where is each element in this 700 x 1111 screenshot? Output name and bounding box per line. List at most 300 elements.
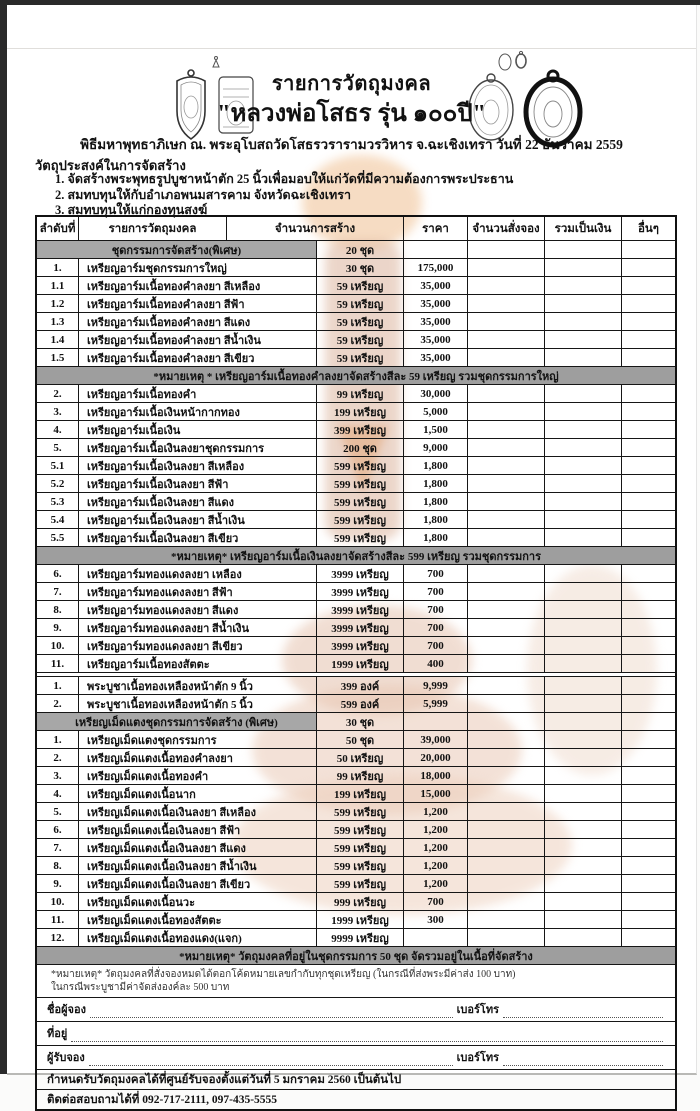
- table-row: [37, 677, 675, 695]
- table-row: [37, 259, 675, 277]
- table-section-row: [37, 713, 675, 731]
- total-amount-blank: [545, 767, 622, 784]
- item-name: เหรียญอาร์มชุดกรรมการใหญ่: [79, 259, 317, 276]
- total-amount-blank: [545, 857, 622, 874]
- row-number: 6.: [37, 565, 79, 582]
- row-number: 1.1: [37, 277, 79, 294]
- other-blank: [622, 511, 675, 528]
- price: 1,800: [404, 511, 468, 528]
- table-row: [37, 331, 675, 349]
- total-amount-blank: [545, 349, 622, 366]
- price: 1,800: [404, 457, 468, 474]
- price: 5,999: [404, 695, 468, 712]
- fine-print-line-2: ในกรณีพระบูชามีค่าจัดส่งองค์ละ 500 บาท: [51, 982, 230, 993]
- row-number: 5.5: [37, 529, 79, 546]
- item-name: เหรียญอาร์มทองแดงลงยา สีเขียว: [79, 637, 317, 654]
- header-other: อื่นๆ: [638, 222, 659, 235]
- total-amount-blank: [545, 493, 622, 510]
- other-blank: [622, 439, 675, 456]
- total-amount-blank: [545, 839, 622, 856]
- price: 700: [404, 583, 468, 600]
- item-name: เหรียญเม็ดแตงเนื้อทองคำ: [79, 767, 317, 784]
- row-number: 2.: [37, 749, 79, 766]
- table-row: [37, 403, 675, 421]
- fine-print-line-1: *หมายเหตุ* วัตถุมงคลที่สั่งจองหมดได้ตอกโค้ดหมายเลขกำกับทุกชุดเหรียญ (ในกรณีที่ส่งพระมีค่าส่ง 100 บาท): [51, 969, 516, 980]
- row-number: 1.: [37, 677, 79, 694]
- quantity-made: 3999 เหรียญ: [317, 619, 404, 636]
- price: 1,200: [404, 839, 468, 856]
- receiver-fill-line[interactable]: [89, 1053, 453, 1066]
- price: 1,200: [404, 821, 468, 838]
- item-name: เหรียญอาร์มเนื้อเงินลงยา สีแดง: [79, 493, 317, 510]
- price: 15,000: [404, 785, 468, 802]
- order-quantity-blank: [468, 695, 545, 712]
- quantity-made: 599 เหรียญ: [317, 475, 404, 492]
- receiver-row: [37, 1046, 675, 1070]
- other-blank: [622, 421, 675, 438]
- table-row: [37, 295, 675, 313]
- total-amount-blank: [545, 911, 622, 928]
- crown-icon: [213, 57, 219, 68]
- item-name: เหรียญอาร์มทองแดงลงยา สีฟ้า: [79, 583, 317, 600]
- order-quantity-blank: [468, 821, 545, 838]
- item-name: เหรียญเม็ดแตงเนื้อเงินลงยา สีฟ้า: [79, 821, 317, 838]
- header-quantity-made: จำนวนการสร้าง: [227, 217, 404, 240]
- row-number: 3.: [37, 403, 79, 420]
- order-quantity-blank: [468, 457, 545, 474]
- item-name: เหรียญเม็ดแตงเนื้อนาก: [79, 785, 317, 802]
- table-row: [37, 637, 675, 655]
- other-blank: [622, 839, 675, 856]
- total-amount-blank: [545, 277, 622, 294]
- total-amount-blank: [545, 331, 622, 348]
- table-row: [37, 619, 675, 637]
- row-number: 5.2: [37, 475, 79, 492]
- table-row: [37, 767, 675, 785]
- item-name: เหรียญเม็ดแตงชุดกรรมการ: [79, 731, 317, 748]
- item-name: เหรียญเม็ดแตงเนื้อทองสัตตะ: [79, 911, 317, 928]
- other-blank: [622, 529, 675, 546]
- total-amount-blank: [545, 565, 622, 582]
- other-blank: [622, 493, 675, 510]
- total-amount-blank: [545, 259, 622, 276]
- quantity-made: 59 เหรียญ: [317, 331, 404, 348]
- orderer-phone-label: เบอร์โทร: [456, 1004, 499, 1016]
- order-quantity-blank: [468, 619, 545, 636]
- item-name: เหรียญอาร์มเนื้อทองคำลงยา สีน้ำเงิน: [79, 331, 317, 348]
- item-name: เหรียญอาร์มเนื้อทองคำลงยา สีฟ้า: [79, 295, 317, 312]
- other-blank: [622, 767, 675, 784]
- quantity-made: 599 เหรียญ: [317, 529, 404, 546]
- quantity-made: 20 ชุด: [317, 241, 404, 258]
- pickup-line: กำหนดรับวัตถุมงคลได้ที่ศูนย์รับจองตั้งแต่วันที่ 5 มกราคม 2560 เป็นต้นไป: [37, 1070, 675, 1090]
- quantity-made: 999 เหรียญ: [317, 893, 404, 910]
- order-quantity-blank: [468, 893, 545, 910]
- table-row: [37, 911, 675, 929]
- table-row: [37, 493, 675, 511]
- order-quantity-blank: [468, 529, 545, 546]
- row-number: 8.: [37, 601, 79, 618]
- order-quantity-blank: [468, 385, 545, 402]
- purpose-item: 3. สมทบทุนให้แก่กองทุนสงฆ์: [55, 203, 208, 217]
- order-quantity-blank: [468, 911, 545, 928]
- price: 1,500: [404, 421, 468, 438]
- price: [404, 713, 468, 730]
- address-fill-line[interactable]: [71, 1029, 663, 1042]
- order-quantity-blank: [468, 929, 545, 946]
- table-row: [37, 731, 675, 749]
- row-number: 2.: [37, 695, 79, 712]
- order-quantity-blank: [468, 749, 545, 766]
- other-blank: [622, 893, 675, 910]
- total-amount-blank: [545, 803, 622, 820]
- table-row: [37, 457, 675, 475]
- total-amount-blank: [545, 601, 622, 618]
- price: 175,000: [404, 259, 468, 276]
- item-name: เหรียญอาร์มทองแดงลงยา สีน้ำเงิน: [79, 619, 317, 636]
- other-blank: [622, 475, 675, 492]
- table-row: [37, 857, 675, 875]
- quantity-made: 599 เหรียญ: [317, 821, 404, 838]
- table-row: [37, 803, 675, 821]
- item-name: เหรียญอาร์มเนื้อเงิน: [79, 421, 317, 438]
- other-blank: [622, 695, 675, 712]
- other-blank: [622, 583, 675, 600]
- receiver-phone-fill-line[interactable]: [503, 1053, 663, 1066]
- table-header-row: [37, 217, 675, 241]
- other-blank: [622, 749, 675, 766]
- price: 1,200: [404, 803, 468, 820]
- price: 1,200: [404, 875, 468, 892]
- purpose-list: [55, 172, 513, 219]
- order-table: [35, 215, 677, 1111]
- row-number: 5.1: [37, 457, 79, 474]
- price: 700: [404, 565, 468, 582]
- item-name: เหรียญอาร์มเนื้อเงินลงยา สีน้ำเงิน: [79, 511, 317, 528]
- price: [404, 241, 468, 258]
- order-quantity-blank: [468, 785, 545, 802]
- table-row: [37, 277, 675, 295]
- quantity-made: 200 ชุด: [317, 439, 404, 456]
- table-row: [37, 893, 675, 911]
- row-number: 1.: [37, 259, 79, 276]
- item-name: เหรียญเม็ดแตงเนื้อเงินลงยา สีน้ำเงิน: [79, 857, 317, 874]
- price: 1,200: [404, 857, 468, 874]
- other-blank: [622, 277, 675, 294]
- row-number: 5.: [37, 439, 79, 456]
- page-title: รายการวัตถุมงคล: [271, 73, 432, 95]
- order-quantity-blank: [468, 803, 545, 820]
- total-amount-blank: [545, 695, 622, 712]
- total-amount-blank: [545, 457, 622, 474]
- table-row: [37, 529, 675, 547]
- orderer-row: [37, 998, 675, 1022]
- row-number: 5.: [37, 803, 79, 820]
- other-blank: [622, 929, 675, 946]
- row-number: 3.: [37, 767, 79, 784]
- total-amount-blank: [545, 713, 622, 730]
- note-text: *หมายเหตุ* วัตถุมงคลที่อยู่ในชุดกรรมการ 50 ชุด จัดรวมอยู่ในเนื้อที่จัดสร้าง: [179, 950, 533, 963]
- total-amount-blank: [545, 929, 622, 946]
- item-name: พระบูชาเนื้อทองเหลืองหน้าตัก 5 นิ้ว: [79, 695, 317, 712]
- table-row: [37, 785, 675, 803]
- item-name: เหรียญอาร์มเนื้อทองคำลงยา สีเหลือง: [79, 277, 317, 294]
- other-blank: [622, 713, 675, 730]
- table-row: [37, 929, 675, 947]
- table-row: [37, 421, 675, 439]
- price: 700: [404, 893, 468, 910]
- quantity-made: 599 เหรียญ: [317, 493, 404, 510]
- quantity-made: 99 เหรียญ: [317, 385, 404, 402]
- quantity-made: 3999 เหรียญ: [317, 565, 404, 582]
- document-sheet: [7, 5, 697, 1106]
- note-text: *หมายเหตุ * เหรียญอาร์มเนื้อทองคำลงยาจัดสร้างสีละ 59 เหรียญ รวมชุดกรรมการใหญ่: [153, 370, 559, 383]
- note-text: *หมายเหตุ* เหรียญอาร์มเนื้อเงินลงยาจัดสร้างสีละ 599 เหรียญ รวมชุดกรรมการ: [170, 550, 541, 563]
- quantity-made: 599 องค์: [317, 695, 404, 712]
- item-name: เหรียญอาร์มเนื้อทองคำลงยา สีเขียว: [79, 349, 317, 366]
- item-name: เหรียญอาร์มเนื้อทองสัตตะ: [79, 655, 317, 672]
- row-number: 12.: [37, 929, 79, 946]
- page-subtitle: "หลวงพ่อโสธร รุ่น ๑๐๐ปี": [217, 101, 486, 127]
- price: 39,000: [404, 731, 468, 748]
- order-quantity-blank: [468, 313, 545, 330]
- quantity-made: 599 เหรียญ: [317, 857, 404, 874]
- row-number: 4.: [37, 421, 79, 438]
- table-row: [37, 601, 675, 619]
- order-quantity-blank: [468, 403, 545, 420]
- row-number: 1.: [37, 731, 79, 748]
- quantity-made: 399 องค์: [317, 677, 404, 694]
- row-number: 1.3: [37, 313, 79, 330]
- total-amount-blank: [545, 439, 622, 456]
- item-name: เหรียญอาร์มเนื้อเงินลงยา สีเหลือง: [79, 457, 317, 474]
- price: 35,000: [404, 277, 468, 294]
- table-row: [37, 839, 675, 857]
- order-quantity-blank: [468, 349, 545, 366]
- table-row: [37, 349, 675, 367]
- row-number: 11.: [37, 655, 79, 672]
- order-quantity-blank: [468, 637, 545, 654]
- price: 35,000: [404, 331, 468, 348]
- quantity-made: 59 เหรียญ: [317, 349, 404, 366]
- orderer-fill-line[interactable]: [90, 1005, 453, 1018]
- total-amount-blank: [545, 637, 622, 654]
- row-number: 4.: [37, 785, 79, 802]
- quantity-made: 599 เหรียญ: [317, 875, 404, 892]
- quantity-made: 399 เหรียญ: [317, 421, 404, 438]
- scan-edge-left: [0, 0, 7, 1074]
- row-number: 9.: [37, 619, 79, 636]
- price: 9,000: [404, 439, 468, 456]
- order-quantity-blank: [468, 655, 545, 672]
- price: 700: [404, 619, 468, 636]
- order-quantity-blank: [468, 583, 545, 600]
- item-name: เหรียญอาร์มเนื้อทองคำลงยา สีแดง: [79, 313, 317, 330]
- item-name: พระบูชาเนื้อทองเหลืองหน้าตัก 9 นิ้ว: [79, 677, 317, 694]
- header-item-name: รายการวัตถุมงคล: [79, 217, 227, 240]
- quantity-made: 50 เหรียญ: [317, 749, 404, 766]
- order-quantity-blank: [468, 295, 545, 312]
- row-number: 5.4: [37, 511, 79, 528]
- quantity-made: 50 ชุด: [317, 731, 404, 748]
- item-name: เหรียญเม็ดแตงเนื้อเงินลงยา สีเหลือง: [79, 803, 317, 820]
- row-number: 2.: [37, 385, 79, 402]
- price: 5,000: [404, 403, 468, 420]
- price: 700: [404, 601, 468, 618]
- other-blank: [622, 803, 675, 820]
- table-row: [37, 475, 675, 493]
- orderer-label: ชื่อผู้จอง: [47, 1004, 86, 1016]
- order-quantity-blank: [468, 421, 545, 438]
- other-blank: [622, 637, 675, 654]
- item-name: เหรียญอาร์มเนื้อทองคำ: [79, 385, 317, 402]
- price: 300: [404, 911, 468, 928]
- price: 35,000: [404, 313, 468, 330]
- total-amount-blank: [545, 421, 622, 438]
- other-blank: [622, 295, 675, 312]
- item-name: เหรียญเม็ดแตงเนื้อทองคำลงยา: [79, 749, 317, 766]
- table-row: [37, 511, 675, 529]
- order-quantity-blank: [468, 277, 545, 294]
- order-quantity-blank: [468, 839, 545, 856]
- order-quantity-blank: [468, 259, 545, 276]
- row-number: 10.: [37, 637, 79, 654]
- order-quantity-blank: [468, 475, 545, 492]
- table-note-row: [37, 947, 675, 965]
- item-name: เหรียญอาร์มเนื้อเงินหน้ากากทอง: [79, 403, 317, 420]
- item-name: เหรียญอาร์มเนื้อเงินลงยา สีเขียว: [79, 529, 317, 546]
- order-quantity-blank: [468, 857, 545, 874]
- price: 400: [404, 655, 468, 672]
- row-number: 7.: [37, 583, 79, 600]
- total-amount-blank: [545, 529, 622, 546]
- quantity-made: 599 เหรียญ: [317, 839, 404, 856]
- item-name: เหรียญเม็ดแตงเนื้อทองแดง(แจก): [79, 929, 317, 946]
- total-amount-blank: [545, 313, 622, 330]
- total-amount-blank: [545, 893, 622, 910]
- order-quantity-blank: [468, 241, 545, 258]
- table-section-row: [37, 241, 675, 259]
- item-name: เหรียญเม็ดแตงเนื้อเงินลงยา สีเขียว: [79, 875, 317, 892]
- total-amount-blank: [545, 403, 622, 420]
- other-blank: [622, 403, 675, 420]
- row-number: 7.: [37, 839, 79, 856]
- price: 1,800: [404, 529, 468, 546]
- other-blank: [622, 875, 675, 892]
- order-quantity-blank: [468, 565, 545, 582]
- item-name: เหรียญอาร์มเนื้อเงินลงยา สีฟ้า: [79, 475, 317, 492]
- other-blank: [622, 565, 675, 582]
- quantity-made: 599 เหรียญ: [317, 803, 404, 820]
- price: 30,000: [404, 385, 468, 402]
- purpose-item: 1. จัดสร้างพระพุทธรูปบูชาหน้าตัก 25 นิ้วเพื่อมอบให้แก่วัดที่มีความต้องการพระประธาน: [55, 172, 514, 186]
- quantity-made: 30 ชุด: [317, 259, 404, 276]
- order-quantity-blank: [468, 511, 545, 528]
- table-row: [37, 655, 675, 673]
- other-blank: [622, 457, 675, 474]
- row-number: 1.4: [37, 331, 79, 348]
- quantity-made: 59 เหรียญ: [317, 277, 404, 294]
- quantity-made: 3999 เหรียญ: [317, 601, 404, 618]
- order-quantity-blank: [468, 331, 545, 348]
- quantity-made: 1999 เหรียญ: [317, 655, 404, 672]
- table-row: [37, 749, 675, 767]
- other-blank: [622, 601, 675, 618]
- section-label: เหรียญเม็ดแตงชุดกรรมการจัดสร้าง (พิเศษ): [37, 713, 317, 730]
- total-amount-blank: [545, 749, 622, 766]
- other-blank: [622, 785, 675, 802]
- row-number: 11.: [37, 911, 79, 928]
- row-number: 1.5: [37, 349, 79, 366]
- item-name: เหรียญเม็ดแตงเนื้อเงินลงยา สีแดง: [79, 839, 317, 856]
- other-blank: [622, 331, 675, 348]
- orderer-phone-fill-line[interactable]: [503, 1005, 663, 1018]
- table-note-row: [37, 367, 675, 385]
- other-blank: [622, 677, 675, 694]
- price: 1,800: [404, 493, 468, 510]
- price: 35,000: [404, 349, 468, 366]
- other-blank: [622, 241, 675, 258]
- price: 20,000: [404, 749, 468, 766]
- header-order-number: ลำดับที่: [37, 217, 79, 240]
- address-label: ที่อยู่: [47, 1028, 68, 1040]
- header-price: ราคา: [404, 217, 468, 240]
- quantity-made: 9999 เหรียญ: [317, 929, 404, 946]
- price: 700: [404, 637, 468, 654]
- total-amount-blank: [545, 785, 622, 802]
- order-table-body: [37, 241, 675, 965]
- table-row: [37, 565, 675, 583]
- table-row: [37, 875, 675, 893]
- other-blank: [622, 385, 675, 402]
- row-number: 9.: [37, 875, 79, 892]
- section-label: ชุดกรรมการจัดสร้าง(พิเศษ): [37, 241, 317, 258]
- table-row: [37, 583, 675, 601]
- purpose-heading: วัตถุประสงค์ในการจัดสร้าง: [35, 158, 186, 173]
- order-quantity-blank: [468, 677, 545, 694]
- item-name: เหรียญเม็ดแตงเนื้อนวะ: [79, 893, 317, 910]
- total-amount-blank: [545, 511, 622, 528]
- table-row: [37, 695, 675, 713]
- quantity-made: 599 เหรียญ: [317, 511, 404, 528]
- header-order-quantity: จำนวนสั่งจอง: [468, 217, 545, 240]
- total-amount-blank: [545, 677, 622, 694]
- other-blank: [622, 911, 675, 928]
- quantity-made: 3999 เหรียญ: [317, 637, 404, 654]
- quantity-made: 3999 เหรียญ: [317, 583, 404, 600]
- receiver-phone-label: เบอร์โทร: [456, 1052, 499, 1064]
- total-amount-blank: [545, 655, 622, 672]
- table-row: [37, 385, 675, 403]
- table-row: [37, 439, 675, 457]
- other-blank: [622, 655, 675, 672]
- total-amount-blank: [545, 241, 622, 258]
- fine-print: [37, 965, 675, 998]
- total-amount-blank: [545, 295, 622, 312]
- row-number: 6.: [37, 821, 79, 838]
- table-note-row: [37, 547, 675, 565]
- quantity-made: 59 เหรียญ: [317, 295, 404, 312]
- row-number: 10.: [37, 893, 79, 910]
- price: [404, 929, 468, 946]
- ceremony-line: พิธีมหาพุทธาภิเษก ณ. พระอุโบสถวัดโสธรวรารามวรวิหาร จ.ฉะเชิงเทรา วันที่ 22 ธันวาคม 2559: [80, 137, 623, 152]
- order-quantity-blank: [468, 875, 545, 892]
- quantity-made: 599 เหรียญ: [317, 457, 404, 474]
- other-blank: [622, 821, 675, 838]
- total-amount-blank: [545, 385, 622, 402]
- total-amount-blank: [545, 875, 622, 892]
- contact-line: ติดต่อสอบถามได้ที่ 092-717-2111, 097-435-5555: [47, 1093, 278, 1106]
